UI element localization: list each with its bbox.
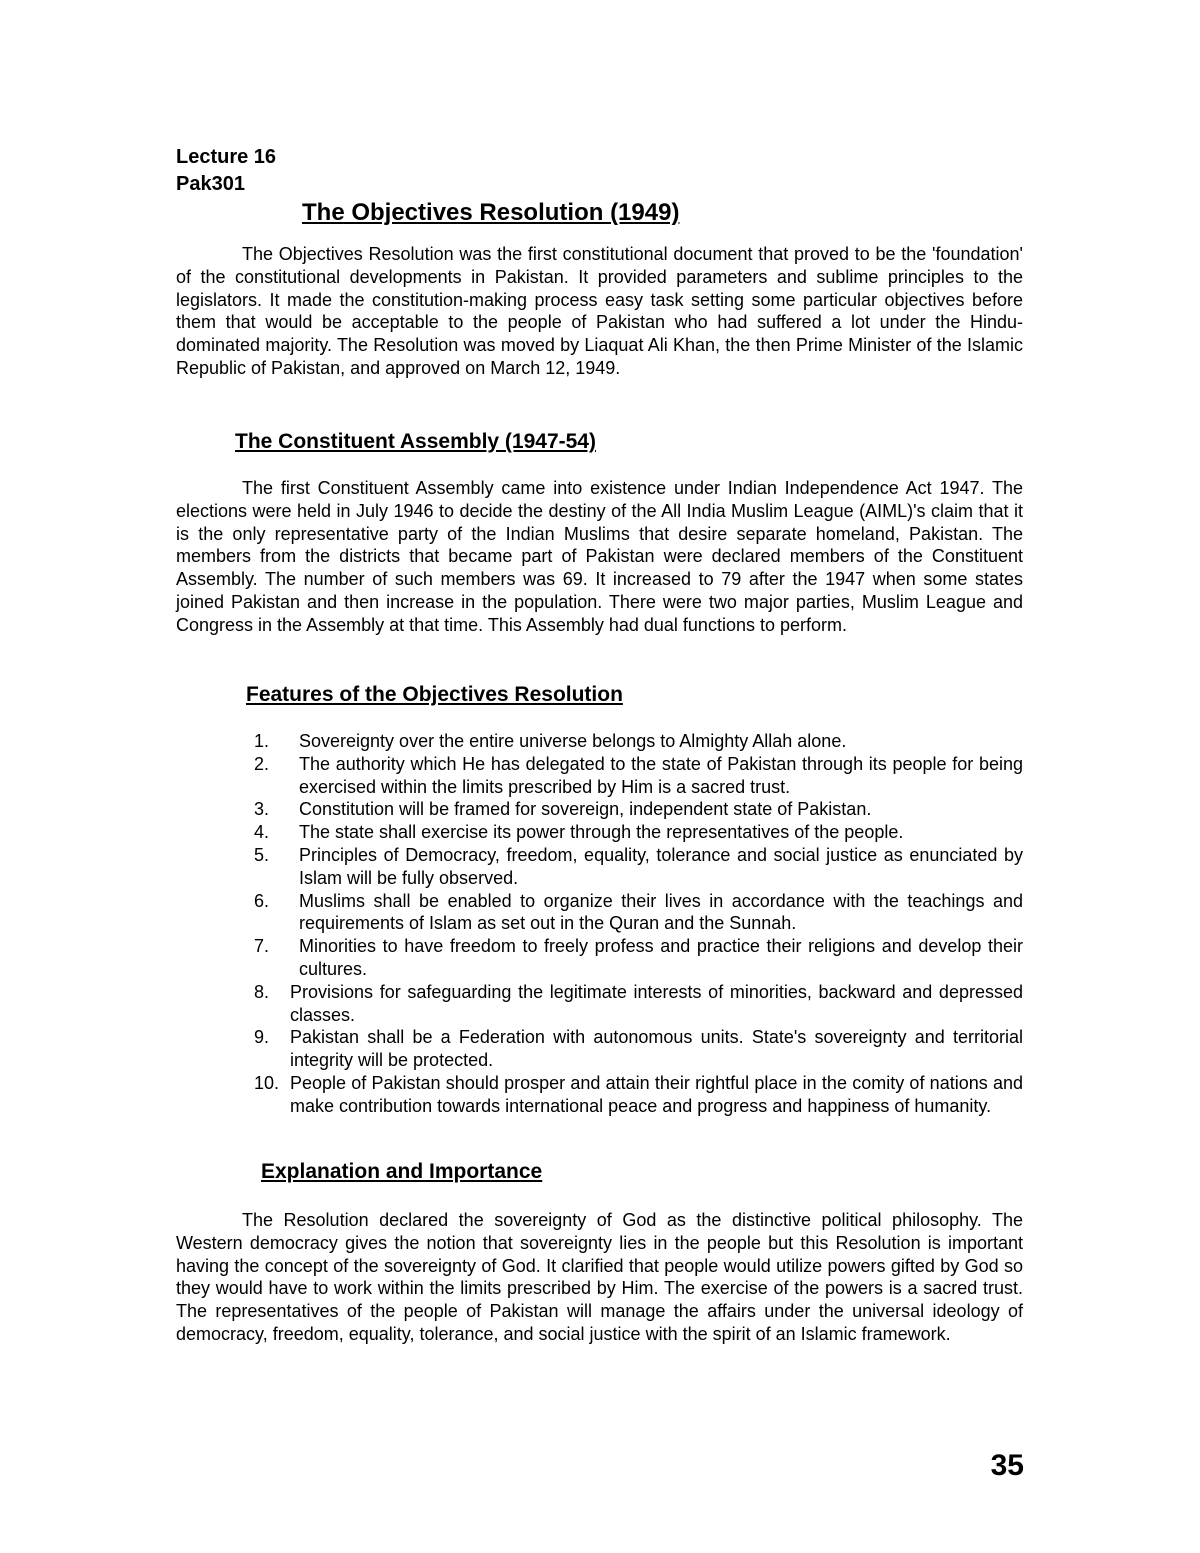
features-list <box>254 730 1023 1118</box>
list-item-text: The state shall exercise its power through the representatives of the people. <box>299 822 904 843</box>
list-item-number: 4. <box>254 822 270 843</box>
page-title: The Objectives Resolution (1949) <box>302 199 680 226</box>
list-item-number: 3. <box>254 799 270 820</box>
list-item <box>254 981 1023 1027</box>
list-item-text: Provisions for safeguarding the legitimate interests of minorities, backward and depressed classes. <box>290 981 1023 1025</box>
list-item-text: Pakistan shall be a Federation with autonomous units. State's sovereignty and territorial integrity will be protected. <box>290 1027 1023 1071</box>
list-item-text: Constitution will be framed for sovereign, independent state of Pakistan. <box>299 799 872 820</box>
explanation-heading: Explanation and Importance <box>261 1160 543 1183</box>
constituent-assembly-heading: The Constituent Assembly (1947-54) <box>235 430 596 453</box>
list-item-number: 6. <box>254 890 270 911</box>
list-item-number: 8. <box>254 981 270 1002</box>
list-item <box>254 1072 1023 1118</box>
list-item <box>254 753 1023 799</box>
list-item-text: People of Pakistan should prosper and attain their rightful place in the comity of nations and make contribution towards international peace and progress and happiness of humanity. <box>290 1072 1023 1116</box>
page-number: 35 <box>990 1449 1024 1482</box>
features-heading: Features of the Objectives Resolution <box>246 683 623 706</box>
list-item <box>254 821 1023 844</box>
intro-paragraph: The Objectives Resolution was the first constitutional document that proved to be the 'foundation' of the constitutional developments in Pakistan. It provided parameters and sublime principles to the legislators. It made the constitution-making process easy task setting some particular objectives before them that would be acceptable to the people of Pakistan who had suffered a lot under the Hindu-dominated majority. The Resolution was moved by Liaquat Ali Khan, the then Prime Minister of the Islamic Republic of Pakistan, and approved on March 12, 1949. <box>176 244 1023 378</box>
constituent-assembly-paragraph: The first Constituent Assembly came into existence under Indian Independence Act 1947. The elections were held in July 1946 to decide the destiny of the All India Muslim League (AIML)'s claim that it is the only representative party of the Indian Muslims that desire separate homeland, Pakistan. The members from the districts that became part of Pakistan were declared members of the Constituent Assembly. The number of such members was 69. It increased to 79 after the 1947 when some states joined Pakistan and then increase in the population. There were two major parties, Muslim League and Congress in the Assembly at that time. This Assembly had dual functions to perform. <box>176 478 1023 635</box>
list-item-text: Muslims shall be enabled to organize their lives in accordance with the teachings and requirements of Islam as set out in the Quran and the Sunnah. <box>299 890 1023 934</box>
list-item <box>254 844 1023 890</box>
list-item-number: 5. <box>254 844 270 865</box>
list-item <box>254 730 1023 753</box>
list-item-number: 2. <box>254 753 270 774</box>
course-code: Pak301 <box>176 173 245 195</box>
list-item-text: The authority which He has delegated to the state of Pakistan through its people for being exercised within the limits prescribed by Him is a sacred trust. <box>299 753 1023 797</box>
list-item-number: 1. <box>254 731 270 751</box>
list-item-text: Sovereignty over the entire universe belongs to Almighty Allah alone. <box>299 731 847 751</box>
lecture-number: Lecture 16 <box>176 146 277 168</box>
list-item <box>254 890 1023 936</box>
list-item <box>254 1026 1023 1072</box>
list-item <box>254 798 1023 821</box>
explanation-paragraph: The Resolution declared the sovereignty of God as the distinctive political philosophy. The Western democracy gives the notion that sovereignty lies in the people but this Resolution is important having the concept of the sovereignty of God. It clarified that people would utilize powers gifted by God so they would have to work within the limits prescribed by Him. The exercise of the powers is a sacred trust. The representatives of the people of Pakistan will manage the affairs under the universal ideology of democracy, freedom, equality, tolerance, and social justice with the spirit of an Islamic framework. <box>176 1210 1023 1344</box>
list-item <box>254 935 1023 981</box>
list-item-text: Principles of Democracy, freedom, equality, tolerance and social justice as enunciated by Islam will be fully observed. <box>299 844 1023 888</box>
list-item-number: 10. <box>254 1072 280 1093</box>
list-item-number: 9. <box>254 1027 270 1048</box>
list-item-text: Minorities to have freedom to freely profess and practice their religions and develop their cultures. <box>299 936 1023 979</box>
list-item-number: 7. <box>254 936 270 957</box>
